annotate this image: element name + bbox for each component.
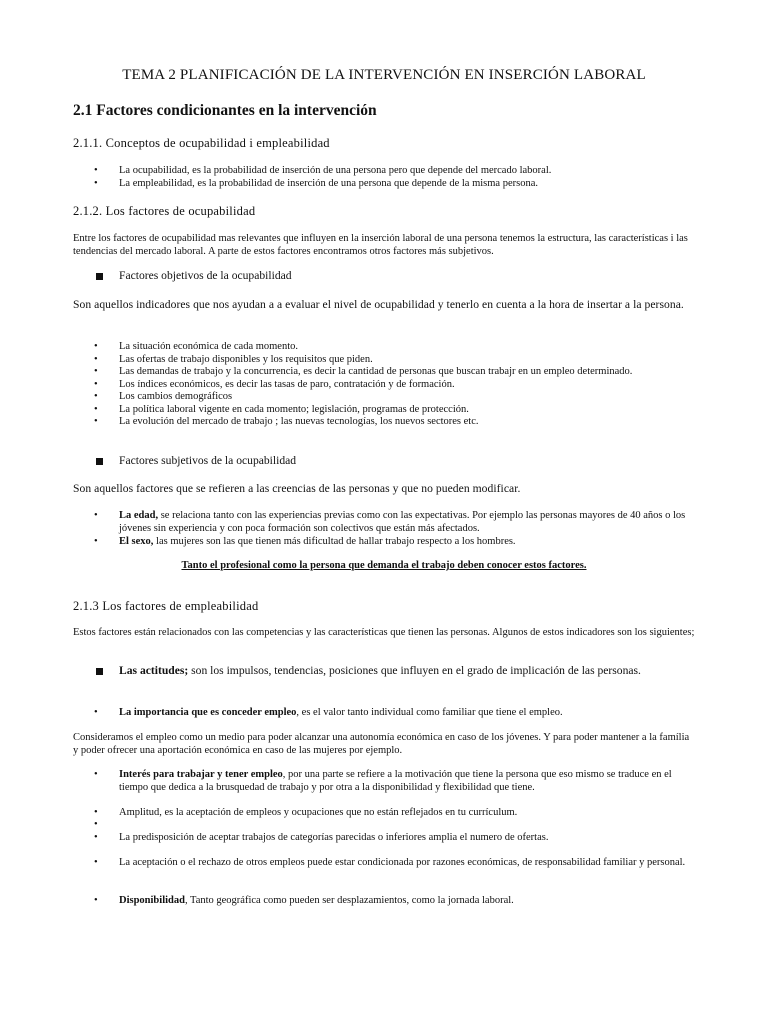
list-item-bold: La importancia que es conceder empleo — [119, 707, 297, 718]
square-bullet-icon — [96, 458, 103, 465]
paragraph-subjective-desc: Son aquellos factores que se refieren a las creencias de las personas y que no pueden modificar. — [73, 482, 521, 495]
bullet-icon: • — [94, 510, 98, 521]
list-item-bold: La edad, — [119, 510, 159, 521]
actitudes-bold: Las actitudes; — [119, 664, 189, 677]
list-item-text: La predisposición de aceptar trabajos de categorías parecidas o inferiores amplia el numero de ofertas. — [119, 832, 549, 843]
bullet-icon: • — [94, 857, 98, 868]
list-item-text — [119, 509, 694, 535]
list-item-rest: , es el valor tanto individual como familiar que tiene el empleo. — [296, 707, 563, 718]
actitudes-item — [119, 663, 694, 679]
list-item-rest: las mujeres son las que tienen más dificultad de hallar trabajo respecto a los hombres. — [153, 536, 516, 547]
bullet-icon: • — [94, 391, 98, 402]
bullet-icon: • — [94, 819, 98, 830]
bullet-icon: • — [94, 178, 98, 189]
list-item-bold: Disponibilidad — [119, 895, 185, 906]
bullet-icon: • — [94, 536, 98, 547]
subsection-heading-2-1-3: 2.1.3 Los factores de empleabilidad — [73, 599, 259, 613]
list-item-text: Las demandas de trabajo y la concurrencia, es decir la cantidad de personas que buscan trabajr en un empleo determinado. — [119, 366, 633, 377]
list-item-text: La política laboral vigente en cada momento; legislación, programas de protección. — [119, 403, 469, 415]
bullet-icon: • — [94, 378, 98, 390]
list-item-text: La ocupabilidad, es la probabilidad de inserción de una persona pero que depende del mercado laboral. — [119, 165, 552, 176]
paragraph-objective-desc: Son aquellos indicadores que nos ayudan a a evaluar el nivel de ocupabilidad y tenerlo en cuenta a la hora de insertar a la persona. — [73, 298, 684, 311]
paragraph-empleo: Consideramos el empleo como un medio para poder alcanzar una autonomía económica en caso de los jóvenes. Y para poder mantener a la família y poder ofrecer una aportación económica en caso de las mujeres por ejemplo. — [73, 732, 690, 756]
subjective-factors-title: Factores subjetivos de la ocupabilidad — [119, 454, 297, 467]
square-bullet-icon — [96, 273, 103, 280]
bullet-icon: • — [94, 353, 98, 365]
list-item-bold: El sexo, — [119, 536, 154, 547]
list-item-text: La empleabilidad, es la probabilidad de inserción de una persona que depende de la misma persona. — [119, 178, 538, 189]
list-item-text: Amplitud, es la aceptación de empleos y ocupaciones que no están reflejados en tu currículum. — [119, 807, 518, 818]
bullet-icon: • — [94, 807, 98, 818]
list-item-text: La aceptación o el rechazo de otros empleos puede estar condicionada por razones económicas, de responsabilidad familiar y personal. — [119, 857, 686, 868]
list-item-text: La evolución del mercado de trabajo ; las nuevas tecnologías, los nuevos sectores etc. — [119, 416, 479, 427]
actitudes-text: son los impulsos, tendencias, posiciones que influyen en el grado de implicación de las personas. — [188, 664, 641, 677]
list-item-bold: Interés para trabajar y tener empleo — [119, 769, 283, 780]
list-item-text: Los índices económicos, es decir las tasas de paro, contratación y de formación. — [119, 378, 455, 390]
bullet-icon: • — [94, 341, 98, 352]
paragraph-intro-ocupabilidad: Entre los factores de ocupabilidad mas relevantes que influyen en la inserción laboral de una persona tenemos la estructura, las características i las tendencias del mercado laboral. A parte de estos factores encontramos otros factores más subjetivos. — [73, 233, 688, 257]
bullet-icon: • — [94, 366, 98, 377]
bullet-icon: • — [94, 895, 98, 906]
paragraph-intro-empleabilidad: Estos factores están relacionados con las competencias y las características que tienen las personas. Algunos de estos indicadores son los siguientes; — [73, 627, 695, 638]
bullet-icon: • — [94, 769, 98, 780]
conclusion-note: Tanto el profesional como la persona que demanda el trabajo deben conocer estos factores. — [181, 560, 587, 571]
list-item-text — [119, 768, 694, 794]
list-item-rest: se relaciona tanto con las experiencias previas como con las expectativas. Por ejemplo las personas mayores de 40 años o los jóvenes sin experiencia y con poca formación son colectivos que están más afectados. — [119, 510, 686, 534]
list-item-rest: , por una parte se refiere a la motivación que tiene la persona que eso mismo se traduce en el tiempo que dedica a la brusquedad de trabajo y por otra a la disponibilidad y flexibilidad que tiene. — [119, 769, 672, 793]
document-title: TEMA 2 PLANIFICACIÓN DE LA INTERVENCIÓN EN INSERCIÓN LABORAL — [122, 67, 646, 83]
list-item-rest: , Tanto geográfica como pueden ser desplazamientos, como la jornada laboral. — [184, 895, 514, 906]
list-item-text: La situación económica de cada momento. — [119, 341, 299, 352]
section-heading-2-1: 2.1 Factores condicionantes en la intervención — [73, 102, 377, 119]
list-item-text: Las ofertas de trabajo disponibles y los requisitos que piden. — [119, 353, 373, 365]
subsection-heading-2-1-1: 2.1.1. Conceptos de ocupabilidad i empleabilidad — [73, 136, 330, 150]
bullet-icon: • — [94, 832, 98, 843]
bullet-icon: • — [94, 707, 98, 718]
bullet-icon: • — [94, 403, 98, 415]
list-item-text — [119, 535, 694, 548]
list-item-text: Los cambios demográficos — [119, 391, 233, 402]
objective-factors-title: Factores objetivos de la ocupabilidad — [119, 269, 292, 282]
subsection-heading-2-1-2: 2.1.2. Los factores de ocupabilidad — [73, 204, 256, 218]
bullet-icon: • — [94, 416, 98, 427]
bullet-icon: • — [94, 165, 98, 176]
list-item-text — [119, 706, 694, 719]
list-item-text — [119, 894, 694, 907]
square-bullet-icon — [96, 668, 103, 675]
